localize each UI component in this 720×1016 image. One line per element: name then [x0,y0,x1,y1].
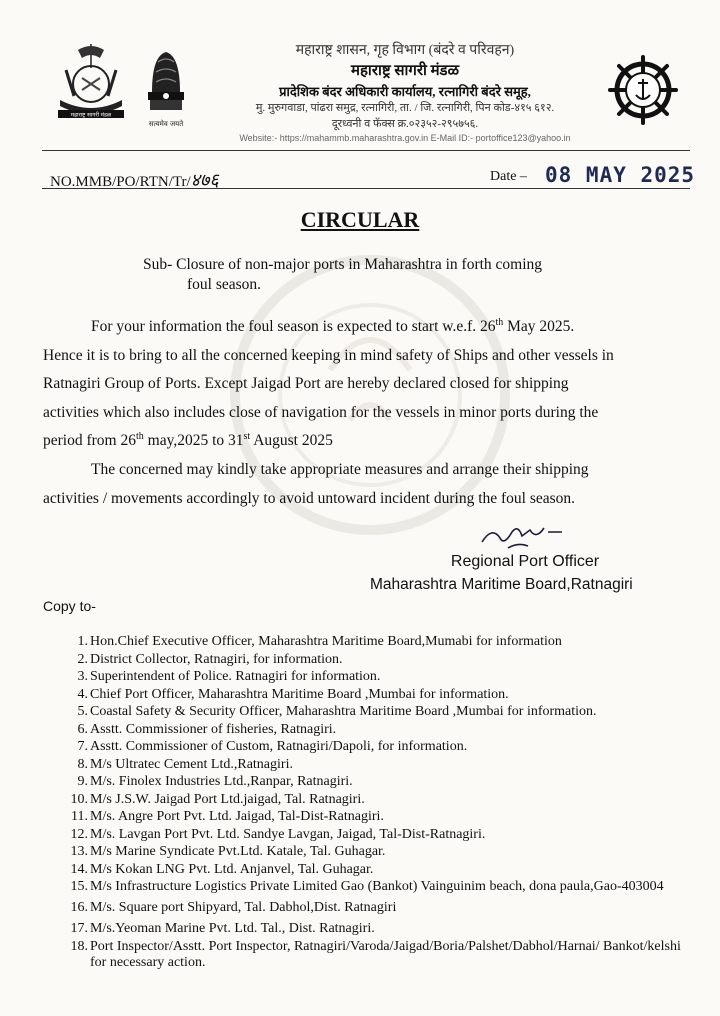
copy-to-item-number: 15. [70,879,88,894]
header-government-line: महाराष्ट्र शासन, गृह विभाग (बंदरे व परिवहन) [295,43,515,58]
date-label: Date – [490,169,527,184]
copy-to-item-number: 2. [77,651,88,667]
signatory-organization: Maharashtra Maritime Board,Ratnagiri [370,576,633,593]
body-line: period from 26th may,2025 to 31st August 2025 [43,430,333,449]
copy-to-label: Copy to- [43,598,96,614]
handwritten-signature [478,520,568,552]
copy-to-item-number: 13. [70,844,88,859]
copy-to-item-number: 14. [70,861,88,877]
copy-to-item-number: 18. [70,938,88,954]
reference-handwritten-number: ४७६ [190,170,219,191]
copy-to-item [64,757,694,773]
ashoka-emblem-logo [136,42,196,134]
copy-to-list [64,634,694,972]
header-phone-fax: दूरध्वनी व फॅक्स क्र.०२३५२-२९५७५६. [331,118,479,130]
copy-to-item-number: 8. [77,756,88,772]
emblem-motto: सत्यमेव जयते [148,120,184,128]
copy-to-item-text: District Collector, Ratnagiri, for information. [90,651,343,667]
body-paragraph-2 [43,456,683,513]
header-rule [42,150,690,151]
body-line: Ratnagiri Group of Ports. Except Jaigad Port are hereby declared closed for shipping [43,375,569,392]
copy-to-item-number: 16. [70,900,88,915]
copy-to-item-text: Port Inspector/Asstt. Port Inspector, Ratnagiri/Varoda/Jaigad/Boria/Palshet/Dabhol/Harnai/ Bankot/kelshi for necessary action. [90,938,681,970]
date-stamp: 08 MAY 2025 [545,163,696,187]
copy-to-item [64,722,694,738]
copy-to-item-text: Asstt. Commissioner of Custom, Ratnagiri/Dapoli, for information. [90,739,468,754]
copy-to-item-number: 7. [77,739,88,754]
copy-to-item-text: Asstt. Commissioner of fisheries, Ratnagiri. [90,721,337,737]
copy-to-item [64,704,694,720]
body-line: Hence it is to bring to all the concerned keeping in mind safety of Ships and other vessels in [43,346,614,364]
body-line: activities / movements accordingly to avoid untoward incident during the foul season. [43,489,576,507]
copy-to-item-number: 12. [70,826,88,842]
copy-to-item [64,844,694,860]
copy-to-item-text: M/s.Yeoman Marine Pvt. Ltd. Tal., Dist. Ratnagiri. [90,921,375,936]
copy-to-item [64,900,694,916]
copy-to-item [64,774,694,790]
copy-to-item [64,827,694,843]
copy-to-item [64,921,694,937]
copy-to-item-text: M/s. Square port Shipyard, Tal. Dabhol,Dist. Ratnagiri [90,900,397,915]
ship-wheel-logo [608,55,678,125]
copy-to-item [64,939,694,971]
copy-to-item-text: M/s Kokan LNG Pvt. Ltd. Anjanvel, Tal. Guhagar. [90,861,374,877]
copy-to-item-text: Superintendent of Police. Ratnagiri for information. [90,669,381,684]
copy-to-item-number: 10. [70,791,88,807]
circular-title: CIRCULAR [300,207,420,232]
subject-line-2: foul season. [187,276,262,293]
copy-to-item-number: 11. [71,809,88,824]
reference-number [50,168,219,192]
copy-to-item-text: M/s. Finolex Industries Ltd.,Ranpar, Ratnagiri. [90,774,353,789]
copy-to-item-number: 9. [77,774,88,789]
copy-to-item-number: 1. [77,634,88,649]
body-paragraph-1 [43,313,683,456]
copy-to-item [64,634,694,650]
copy-to-item-number: 5. [77,704,88,719]
reference-label: NO.MMB/PO/RTN/Tr/ [50,174,191,190]
header-board-name: महाराष्ट्र सागरी मंडळ [351,63,459,79]
body-line: activities which also includes close of navigation for the vessels in minor ports during the [43,403,599,421]
subject-line-1: Sub- Closure of non-major ports in Maharashtra in forth coming [143,256,543,273]
copy-to-item-number: 17. [70,921,88,936]
copy-to-item [64,687,694,703]
copy-to-item-text: M/s J.S.W. Jaigad Port Ltd.jaigad, Tal. Ratnagiri. [90,791,365,807]
body-line: For your information the foul season is expected to start w.e.f. 26th May 2025. [91,316,575,335]
copy-to-item-text: M/s. Lavgan Port Pvt. Ltd. Sandye Lavgan, Jaigad, Tal-Dist-Ratnagiri. [90,826,486,842]
signatory-title: Regional Port Officer [450,553,600,570]
copy-to-item-number: 6. [77,721,88,737]
copy-to-item [64,652,694,668]
copy-to-item-text: M/s Ultratec Cement Ltd.,Ratnagiri. [90,756,293,772]
copy-to-item [64,739,694,755]
copy-to-item-text: Hon.Chief Executive Officer, Maharashtra Maritime Board,Mumabi for information [90,634,562,649]
copy-to-item-text: M/s. Angre Port Pvt. Ltd. Jaigad, Tal-Dist-Ratnagiri. [90,809,384,824]
copy-to-item-text: M/s Marine Syndicate Pvt.Ltd. Katale, Tal. Guhagar. [90,844,386,859]
header-web-email: Website:- https://mahammb.maharashtra.gov.in E-Mail ID:- portoffice123@yahoo.in [239,133,571,143]
copy-to-item-number: 4. [77,686,88,702]
copy-to-item [64,792,694,808]
copy-to-item-text: Chief Port Officer, Maharashtra Maritime Board ,Mumbai for information. [90,686,509,702]
copy-to-item [64,862,694,878]
copy-to-item [64,809,694,825]
copy-to-item-text: Coastal Safety & Security Officer, Maharashtra Maritime Board ,Mumbai for information. [90,704,597,719]
copy-to-item-text: M/s Infrastructure Logistics Private Limited Gao (Bankot) Vainguinim beach, dona paula,Gao-403004 [90,879,664,894]
body-line: The concerned may kindly take appropriate measures and arrange their shipping [91,461,589,478]
header-address: मु. मुरुगवाडा, पांढरा समुद्र, रत्नागिरी, ता. / जि. रत्नागिरी, पिन कोड-४१५ ६१२. [255,102,555,114]
maharashtra-maritime-board-logo [52,40,130,132]
copy-to-item [64,879,694,895]
subject [143,255,542,295]
copy-to-item [64,669,694,685]
header-office-name: प्रादेशिक बंदर अधिकारी कार्यालय, रत्नागिरी बंदरे समूह, [279,84,531,99]
copy-to-item-number: 3. [77,669,88,684]
left-logo-caption: महाराष्ट्र सागरी मंडळ [70,112,112,119]
